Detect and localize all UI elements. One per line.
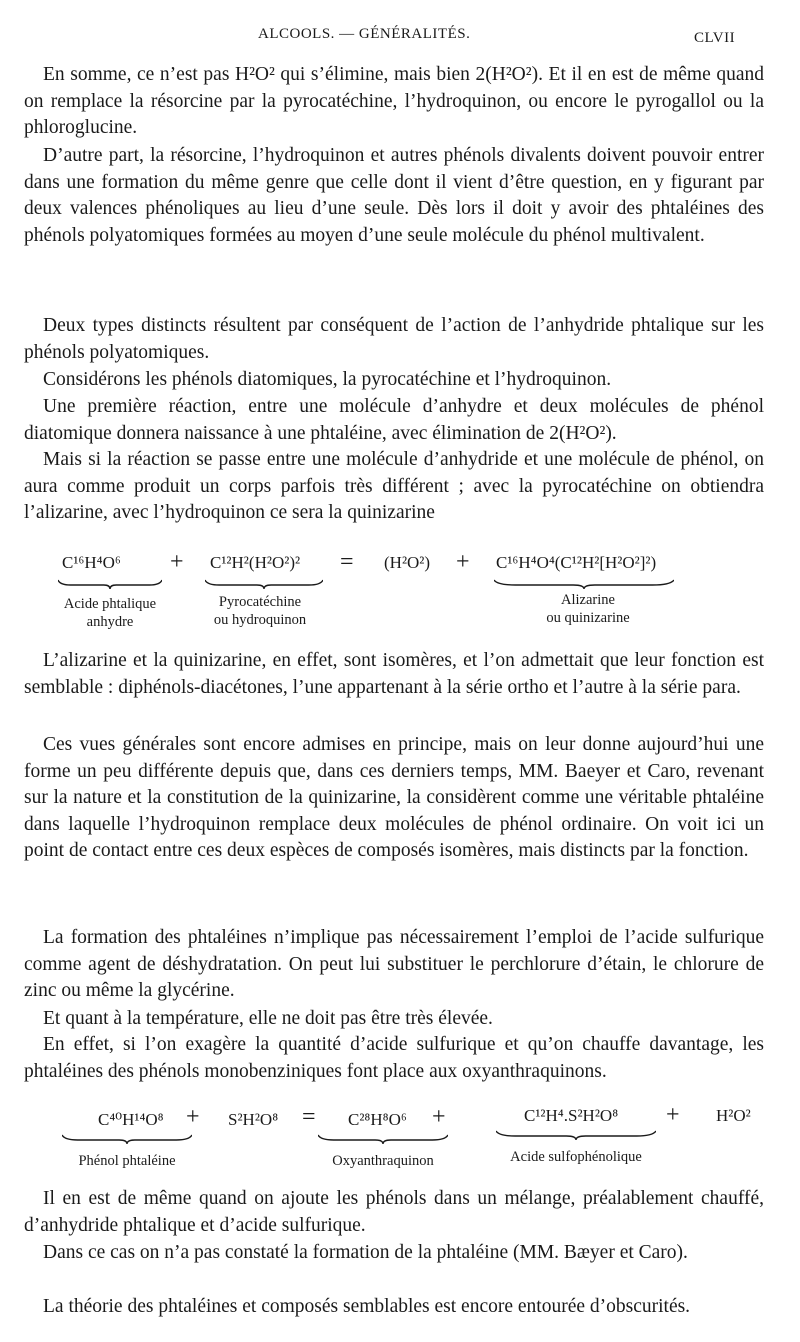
paragraph-1: En somme, ce n’est pas H²O² qui s’élimine, mais bien 2(H²O²). Et il en est de même quand on remplace la résorcine par la pyrocatéchine, l’hydroquinon, ou encore le pyrogallol ou la phloroglucine. [24,64,764,138]
underbrace [58,579,162,589]
paragraph-6: Mais si la réaction se passe entre une molécule d’anhydride et une molécule de phénol, on aura comme produit un corps parfois très différent ; avec la pyrocatéchine on obtiendra l’alizarine, avec l’hydroquinon ce sera la quinizarine [24,449,764,523]
label-alizarine: Alizarine ou quinizarine [546,592,630,626]
paragraph-10: Et quant à la température, elle ne doit pas être très élevée. [43,1008,493,1029]
plus-sign: + [186,1104,200,1130]
running-header [0,22,800,48]
underbrace [494,579,674,589]
formula-water: H²O² [716,1106,751,1125]
label-phenol-phtaleine: Phénol phtaléine [78,1153,176,1169]
plus-sign: + [456,549,470,575]
formula-phenol-phtaleine: C⁴⁰H¹⁴O⁸ [98,1110,164,1129]
paragraph-12: Il en est de même quand on ajoute les phénols dans un mélange, préalablement chauffé, d’anhydride phtalique et d’acide sulfurique. [24,1188,764,1236]
paragraph-9: La formation des phtaléines n’implique pas nécessairement l’emploi de l’acide sulfurique comme agent de déshydratation. On peut lui substituer le perchlorure d’étain, le chlorure de zinc ou même la glycérine. [24,927,764,1001]
formula-pyrocatechine: C¹²H²(H²O²)² [210,553,301,572]
formula-sulfophenolic-acid: C¹²H⁴.S²H²O⁸ [524,1106,619,1125]
equals-sign: = [302,1104,316,1130]
underbrace [205,579,323,589]
underbrace [496,1130,656,1140]
plus-sign: + [666,1102,680,1128]
equation-oxyanthraquinon [0,1098,800,1178]
paragraph-8: Ces vues générales sont encore admises en principe, mais on leur donne aujourd’hui une forme un peu différente depuis que, dans ces derniers temps, MM. Baeyer et Caro, revenant sur la nature et la constitution de la quinizarine, la considèrent comme une véritable phtaléine dans laquelle l’hydroquinon remplace deux molécules de phénol ordinaire. On voit ici un point de contact entre ces deux espèces de composés isomères, mais distincts par la fonction. [24,734,764,861]
formula-oxyanthraquinon: C²⁸H⁸O⁶ [348,1110,407,1129]
paragraph-11: En effet, si l’on exagère la quantité d’acide sulfurique et qu’on chauffe davantage, les phtaléines des phénols monobenziniques font place aux oxyanthraquinons. [24,1034,764,1082]
formula-phthalic-anhydride: C¹⁶H⁴O⁶ [62,553,121,572]
paragraph-3: Deux types distincts résultent par conséquent de l’action de l’anhydride phtalique sur les phénols polyatomiques. [24,315,764,363]
formula-water: (H²O²) [384,553,431,572]
formula-alizarine: C¹⁶H⁴O⁴(C¹²H²[H²O²]²) [496,553,657,572]
paragraph-7: L’alizarine et la quinizarine, en effet, sont isomères, et l’on admettait que leur fonction est semblable : diphénols-diacétones, l’une appartenant à la série ortho et l’autre à la série para. [24,650,764,698]
equation-alizarine [0,545,800,635]
formula-sulfuric-acid: S²H²O⁸ [228,1110,279,1129]
label-phthalic-anhydride: Acide phtalique anhydre [63,596,157,630]
paragraph-5: Une première réaction, entre une molécule d’anhydre et deux molécules de phénol diatomique donnera naissance à une phtaléine, avec élimination de 2(H²O²). [24,396,764,444]
plus-sign: + [170,549,184,575]
plus-sign: + [432,1104,446,1130]
label-sulfophenolic-acid: Acide sulfophénolique [510,1149,642,1165]
paragraph-4: Considérons les phénols diatomiques, la pyrocatéchine et l’hydroquinon. [43,369,612,390]
paragraph-13: Dans ce cas on n’a pas constaté la formation de la phtaléine (MM. Bæyer et Caro). [43,1242,688,1263]
equals-sign: = [340,549,354,575]
paragraph-14: La théorie des phtaléines et composés semblables est encore entourée d’obscurités. [43,1296,691,1317]
underbrace [318,1134,448,1144]
label-pyrocatechine: Pyrocatéchine ou hydroquinon [213,594,307,628]
underbrace [62,1134,192,1144]
page-number: CLVII [694,30,736,46]
label-oxyanthraquinon: Oxyanthraquinon [332,1153,434,1169]
paragraph-2: D’autre part, la résorcine, l’hydroquinon et autres phénols divalents doivent pouvoir entrer dans une formation du même genre que celle dont il vient d’être question, en y figurant par deux valences phénoliques au lieu d’une seule. Dès lors il doit y avoir des phtaléines des phénols polyatomiques formées au moyen d’une seule molécule du phénol multivalent. [24,145,764,246]
running-title: ALCOOLS. — GÉNÉRALITÉS. [258,26,471,42]
